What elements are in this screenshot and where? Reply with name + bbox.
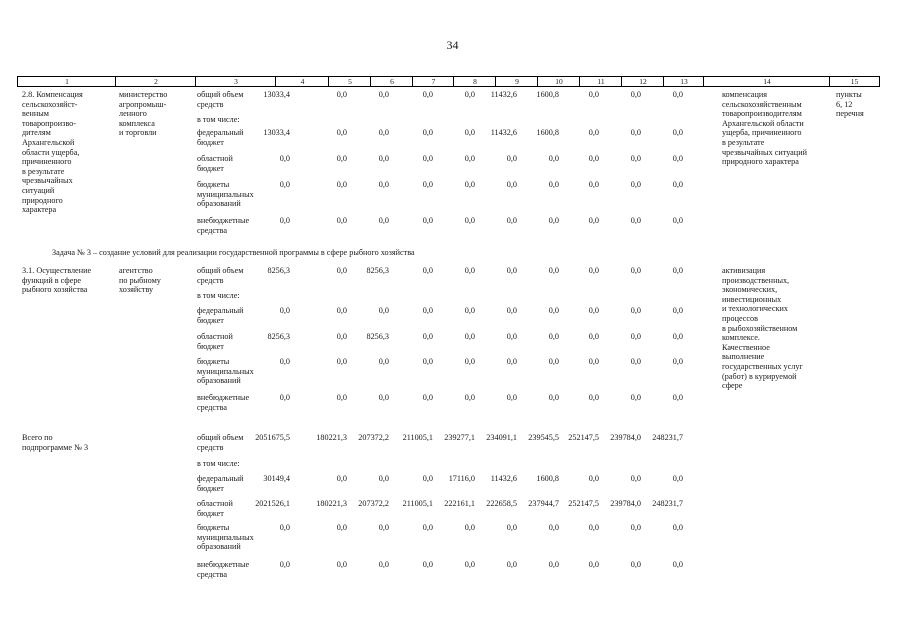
funding-value: 0,0 (588, 332, 599, 341)
funding-value: 0,0 (630, 393, 641, 402)
funding-value: 180221,3 (316, 433, 347, 442)
measure-name-line: причиненного (22, 157, 72, 167)
funding-source-label: федеральный (197, 306, 244, 315)
funding-value: 0,0 (548, 216, 559, 225)
funding-source-label: бюджеты (197, 523, 230, 532)
header-col-1: 1 (65, 77, 69, 86)
header-col-9: 9 (515, 77, 519, 86)
header-col-3: 3 (234, 77, 238, 86)
funding-value: 0,0 (672, 357, 683, 366)
funding-source-label: средств (197, 442, 224, 452)
funding-source-label: бюджеты (197, 357, 230, 366)
funding-value: 0,0 (279, 357, 290, 366)
header-col-2: 2 (154, 77, 158, 86)
funding-source-label: федеральный (197, 474, 244, 483)
funding-value: 0,0 (336, 523, 347, 532)
funding-value: 11432,6 (490, 128, 517, 137)
measure-name-line: Архангельской (22, 138, 75, 147)
funding-source-label: общий объем (197, 266, 244, 275)
header-divider (115, 77, 116, 86)
header-divider (275, 77, 276, 86)
funding-value: 0,0 (630, 332, 641, 341)
header-divider (370, 77, 371, 86)
funding-value: 0,0 (279, 393, 290, 402)
funding-source-label: в том числе: (197, 115, 240, 124)
result-line: экономических, (722, 285, 778, 295)
funding-value: 237944,7 (528, 499, 559, 508)
funding-source-label: областной (197, 154, 233, 163)
executor-line: и торговли (119, 128, 157, 138)
funding-value: 207372,2 (358, 433, 389, 442)
funding-value: 0,0 (630, 90, 641, 99)
funding-value: 180221,3 (316, 499, 347, 508)
funding-value: 0,0 (336, 90, 347, 99)
funding-value: 0,0 (588, 90, 599, 99)
funding-value: 0,0 (672, 90, 683, 99)
funding-value: 0,0 (672, 154, 683, 163)
funding-value: 0,0 (548, 154, 559, 163)
funding-source-label: бюджеты (197, 180, 230, 189)
funding-value: 0,0 (336, 560, 347, 569)
header-divider (453, 77, 454, 86)
funding-source-label: средства (197, 402, 228, 412)
funding-value: 0,0 (336, 357, 347, 366)
funding-value: 0,0 (422, 393, 433, 402)
result-line: Архангельской области (722, 118, 804, 128)
funding-value: 0,0 (506, 180, 517, 189)
funding-value: 239277,1 (444, 433, 475, 442)
funding-value: 248231,7 (652, 499, 683, 508)
funding-value: 0,0 (588, 216, 599, 225)
result-line: Качественное (722, 342, 770, 352)
funding-source-label: бюджет (197, 341, 224, 351)
funding-value: 0,0 (422, 266, 433, 275)
funding-value: 0,0 (336, 154, 347, 163)
result-line: товаропроизводителям (722, 109, 802, 119)
funding-value: 0,0 (422, 357, 433, 366)
funding-value: 0,0 (422, 154, 433, 163)
funding-value: 248231,7 (652, 433, 683, 442)
funding-value: 0,0 (548, 180, 559, 189)
funding-value: 0,0 (672, 393, 683, 402)
funding-value: 0,0 (506, 393, 517, 402)
funding-value: 252147,5 (568, 433, 599, 442)
header-col-4: 4 (300, 77, 305, 86)
funding-value: 0,0 (672, 216, 683, 225)
funding-source-label: в том числе: (197, 291, 240, 300)
funding-value: 0,0 (378, 523, 389, 532)
funding-value: 0,0 (506, 357, 517, 366)
funding-source-label: муниципальных (197, 532, 254, 542)
header-divider (621, 77, 622, 86)
header-divider (829, 77, 830, 86)
funding-value: 0,0 (336, 474, 347, 483)
result-line: комплексе. (722, 333, 760, 343)
measure-name-line: рыбного хозяйства (22, 285, 88, 295)
measure-name-line: 2.8. Компенсация (22, 90, 83, 99)
funding-value: 0,0 (422, 128, 433, 137)
funding-value: 0,0 (588, 357, 599, 366)
funding-source-label: бюджет (197, 163, 224, 173)
funding-value: 0,0 (630, 180, 641, 189)
funding-value: 0,0 (630, 266, 641, 275)
funding-value: 0,0 (422, 216, 433, 225)
funding-value: 0,0 (672, 560, 683, 569)
funding-value: 0,0 (464, 216, 475, 225)
funding-value: 0,0 (630, 357, 641, 366)
funding-value: 0,0 (588, 266, 599, 275)
header-col-6: 6 (390, 77, 394, 86)
funding-value: 0,0 (378, 90, 389, 99)
funding-value: 0,0 (464, 560, 475, 569)
header-col-13: 13 (680, 77, 688, 86)
result-line: государственных услуг (722, 362, 803, 371)
header-divider (328, 77, 329, 86)
measure-name-line: 3.1. Осуществление (22, 266, 92, 275)
funding-value: 0,0 (464, 332, 475, 341)
funding-value: 1600,8 (536, 474, 559, 483)
result-line: ущерба, причиненного (722, 128, 802, 138)
funding-source-label: бюджет (197, 137, 224, 147)
funding-value: 13033,4 (263, 128, 290, 137)
reference-line: пункты (836, 90, 862, 99)
funding-value: 0,0 (422, 306, 433, 315)
result-line: производственных, (722, 275, 790, 285)
table-header-row (17, 76, 880, 87)
funding-value: 0,0 (588, 474, 599, 483)
funding-value: 0,0 (630, 154, 641, 163)
funding-value: 0,0 (464, 90, 475, 99)
funding-value: 2021526,1 (255, 499, 290, 508)
funding-source-label: общий объем (197, 433, 244, 442)
funding-value: 0,0 (548, 306, 559, 315)
measure-name-line: области ущерба, (22, 147, 80, 157)
result-line: (работ) в курируемой (722, 371, 797, 381)
funding-source-label: средства (197, 569, 228, 579)
funding-value: 0,0 (672, 128, 683, 137)
funding-value: 0,0 (506, 560, 517, 569)
funding-value: 0,0 (422, 180, 433, 189)
measure-name-line: подпрограмме № 3 (22, 442, 89, 452)
task-title: Задача № 3 – создание условий для реализации государственной программы в сфере рыбного хозяйства (52, 248, 415, 257)
funding-value: 0,0 (422, 332, 433, 341)
funding-value: 211005,1 (402, 499, 433, 508)
executor-line: хозяйству (119, 285, 154, 295)
funding-value: 0,0 (672, 523, 683, 532)
funding-value: 11432,6 (490, 90, 517, 99)
funding-value: 0,0 (336, 128, 347, 137)
funding-value: 0,0 (672, 180, 683, 189)
funding-value: 0,0 (548, 357, 559, 366)
measure-name-line: функций в сфере (22, 275, 82, 285)
funding-value: 239545,5 (528, 433, 559, 442)
measure-name-line: чрезвычайных (22, 176, 73, 186)
result-line: активизация (722, 266, 766, 275)
funding-value: 0,0 (378, 216, 389, 225)
header-col-14: 14 (763, 77, 771, 86)
reference-line: 6, 12 (836, 99, 853, 109)
funding-value: 0,0 (630, 474, 641, 483)
funding-value: 0,0 (506, 216, 517, 225)
funding-value: 0,0 (630, 306, 641, 315)
funding-value: 0,0 (378, 180, 389, 189)
funding-value: 0,0 (630, 560, 641, 569)
funding-value: 0,0 (464, 393, 475, 402)
funding-value: 13033,4 (263, 90, 290, 99)
funding-value: 8256,3 (267, 266, 290, 275)
funding-value: 0,0 (672, 266, 683, 275)
funding-value: 0,0 (548, 560, 559, 569)
funding-source-label: внебюджетные (197, 216, 250, 225)
funding-source-label: в том числе: (197, 459, 240, 468)
funding-value: 0,0 (588, 180, 599, 189)
funding-source-label: образований (197, 542, 241, 552)
funding-value: 0,0 (279, 154, 290, 163)
funding-value: 211005,1 (402, 433, 433, 442)
header-divider (195, 77, 196, 86)
funding-source-label: образований (197, 199, 241, 209)
funding-value: 252147,5 (568, 499, 599, 508)
funding-value: 0,0 (422, 474, 433, 483)
result-line: сельскохозяйственным (722, 99, 802, 109)
result-line: компенсация (722, 90, 767, 99)
funding-value: 0,0 (279, 306, 290, 315)
executor-line: агропромыш- (119, 99, 167, 109)
executor-line: агентство (119, 266, 153, 275)
funding-value: 0,0 (336, 216, 347, 225)
funding-value: 0,0 (506, 523, 517, 532)
funding-value: 17116,0 (448, 474, 475, 483)
funding-source-label: областной (197, 499, 233, 508)
header-divider (537, 77, 538, 86)
measure-name-line: ситуаций (22, 186, 55, 195)
funding-source-label: средств (197, 99, 224, 109)
funding-value: 0,0 (506, 154, 517, 163)
funding-value: 0,0 (630, 523, 641, 532)
measure-name-line: венным (22, 109, 49, 119)
funding-source-label: средства (197, 225, 228, 235)
funding-value: 0,0 (588, 306, 599, 315)
result-line: в рыбохозяйственном (722, 323, 798, 333)
funding-value: 0,0 (588, 128, 599, 137)
funding-value: 30149,4 (263, 474, 290, 483)
funding-value: 0,0 (548, 266, 559, 275)
funding-value: 0,0 (378, 306, 389, 315)
funding-value: 0,0 (378, 357, 389, 366)
funding-value: 0,0 (336, 393, 347, 402)
header-col-12: 12 (639, 77, 647, 86)
funding-source-label: внебюджетные (197, 560, 250, 569)
funding-value: 0,0 (464, 357, 475, 366)
funding-source-label: образований (197, 376, 241, 386)
funding-value: 0,0 (464, 523, 475, 532)
executor-line: ленного (119, 109, 147, 119)
funding-value: 1600,8 (536, 90, 559, 99)
funding-value: 239784,0 (610, 433, 641, 442)
funding-value: 0,0 (588, 560, 599, 569)
funding-source-label: муниципальных (197, 189, 254, 199)
header-divider (412, 77, 413, 86)
funding-value: 0,0 (588, 393, 599, 402)
funding-value: 11432,6 (490, 474, 517, 483)
funding-value: 0,0 (506, 266, 517, 275)
measure-name-line: природного (22, 195, 63, 205)
funding-value: 0,0 (336, 180, 347, 189)
funding-value: 234091,1 (486, 433, 517, 442)
funding-value: 1600,8 (536, 128, 559, 137)
result-line: выполнение (722, 352, 765, 362)
funding-value: 0,0 (464, 306, 475, 315)
funding-value: 0,0 (279, 180, 290, 189)
header-divider (703, 77, 704, 86)
funding-value: 0,0 (672, 474, 683, 483)
header-divider (663, 77, 664, 86)
funding-value: 0,0 (464, 154, 475, 163)
page-number: 34 (446, 38, 459, 52)
funding-value: 0,0 (548, 332, 559, 341)
funding-value: 0,0 (672, 306, 683, 315)
measure-name-line: Всего по (22, 433, 53, 442)
header-col-7: 7 (431, 77, 436, 86)
header-divider (579, 77, 580, 86)
funding-value: 0,0 (630, 128, 641, 137)
header-col-8: 8 (473, 77, 477, 86)
result-line: в результате (722, 138, 765, 147)
executor-line: комплекса (119, 118, 155, 128)
funding-value: 0,0 (279, 216, 290, 225)
executor-line: министерство (119, 90, 168, 99)
funding-value: 0,0 (672, 332, 683, 341)
funding-value: 8256,3 (366, 266, 389, 275)
funding-value: 0,0 (336, 306, 347, 315)
result-line: и технологических (722, 304, 788, 314)
measure-name-line: товаропроизво- (22, 118, 76, 128)
header-col-5: 5 (348, 77, 352, 86)
funding-value: 0,0 (378, 560, 389, 569)
funding-value: 207372,2 (358, 499, 389, 508)
funding-value: 0,0 (464, 128, 475, 137)
header-divider (495, 77, 496, 86)
funding-value: 0,0 (464, 180, 475, 189)
funding-value: 0,0 (588, 523, 599, 532)
funding-value: 222658,5 (486, 499, 517, 508)
funding-value: 239784,0 (610, 499, 641, 508)
header-col-15: 15 (850, 77, 859, 86)
funding-value: 0,0 (422, 90, 433, 99)
executor-line: по рыбному (119, 275, 161, 285)
funding-source-label: областной (197, 332, 233, 341)
funding-source-label: бюджет (197, 508, 224, 518)
result-line: процессов (722, 314, 759, 323)
funding-value: 0,0 (548, 393, 559, 402)
funding-source-label: внебюджетные (197, 393, 250, 402)
result-line: природного характера (722, 157, 799, 167)
funding-source-label: муниципальных (197, 366, 254, 376)
funding-value: 0,0 (588, 154, 599, 163)
header-col-10: 10 (555, 77, 563, 86)
funding-source-label: бюджет (197, 483, 224, 493)
funding-source-label: федеральный (197, 128, 244, 137)
measure-name-line: сельскохозяйст- (22, 99, 78, 109)
header-col-11: 11 (597, 77, 605, 86)
funding-value: 0,0 (378, 393, 389, 402)
funding-value: 0,0 (548, 523, 559, 532)
funding-value: 0,0 (630, 216, 641, 225)
funding-value: 8256,3 (366, 332, 389, 341)
funding-value: 0,0 (336, 332, 347, 341)
funding-value: 2051675,5 (255, 433, 290, 442)
measure-name-line: характера (22, 205, 57, 215)
funding-value: 0,0 (422, 523, 433, 532)
funding-source-label: средств (197, 275, 224, 285)
funding-value: 222161,1 (444, 499, 475, 508)
result-line: сфере (722, 381, 743, 391)
funding-value: 0,0 (506, 306, 517, 315)
funding-source-label: бюджет (197, 315, 224, 325)
measure-name-line: дителям (22, 128, 51, 138)
funding-value: 0,0 (378, 154, 389, 163)
result-line: чрезвычайных ситуаций (722, 147, 807, 157)
reference-line: перечня (836, 109, 864, 119)
funding-value: 0,0 (506, 332, 517, 341)
funding-value: 0,0 (279, 560, 290, 569)
funding-value: 0,0 (336, 266, 347, 275)
funding-value: 0,0 (378, 474, 389, 483)
result-line: инвестиционных (722, 294, 782, 304)
funding-value: 0,0 (464, 266, 475, 275)
funding-source-label: общий объем (197, 90, 244, 99)
funding-value: 8256,3 (267, 332, 290, 341)
measure-name-line: в результате (22, 166, 65, 176)
funding-value: 0,0 (378, 128, 389, 137)
funding-value: 0,0 (279, 523, 290, 532)
funding-value: 0,0 (422, 560, 433, 569)
